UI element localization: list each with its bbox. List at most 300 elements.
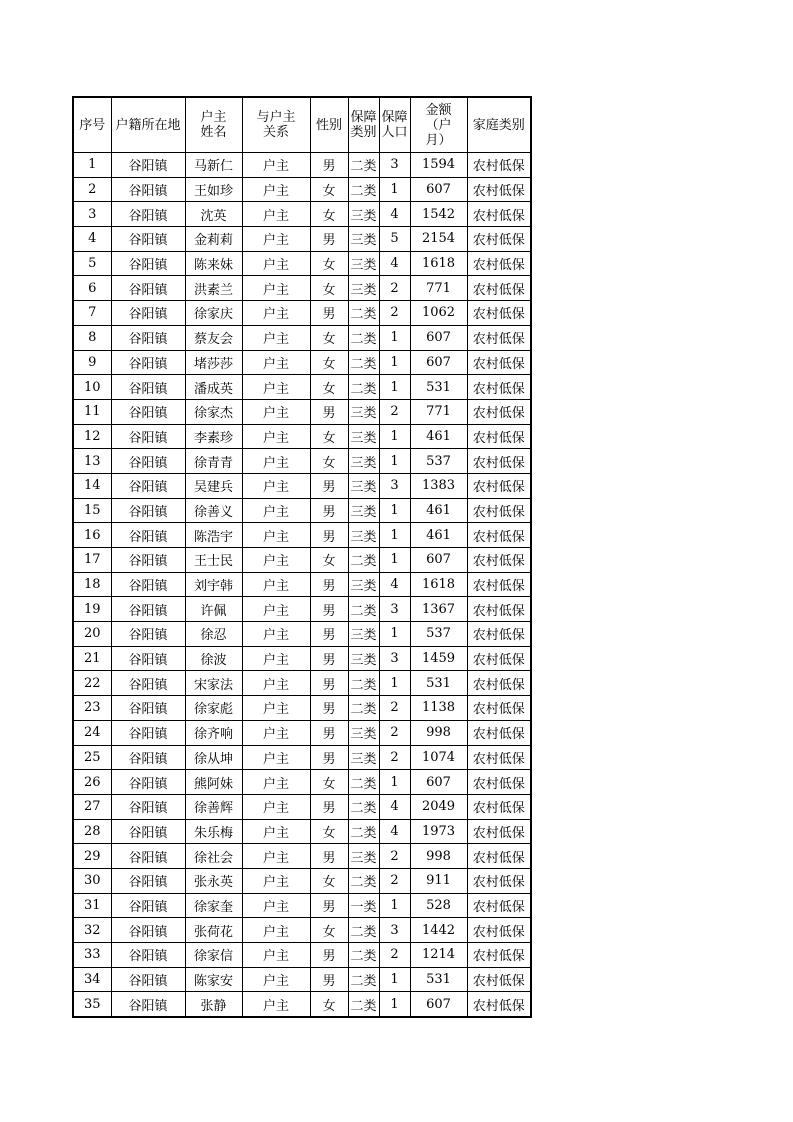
cell-name: 许佩 xyxy=(185,597,242,622)
cell-location: 谷阳镇 xyxy=(111,918,185,943)
table-row xyxy=(73,893,531,918)
cell-family-type: 农村低保 xyxy=(467,770,531,795)
cell-relation: 户主 xyxy=(242,473,310,498)
cell-category: 二类 xyxy=(348,868,379,893)
header-name: 户主姓名 xyxy=(185,97,242,153)
cell-amount: 528 xyxy=(410,893,467,918)
cell-relation: 户主 xyxy=(242,622,310,647)
cell-family-type: 农村低保 xyxy=(467,276,531,301)
cell-name: 徐善义 xyxy=(185,498,242,523)
cell-gender: 男 xyxy=(310,597,348,622)
cell-seq: 5 xyxy=(73,251,111,276)
cell-category: 三类 xyxy=(348,720,379,745)
table-row xyxy=(73,918,531,943)
cell-relation: 户主 xyxy=(242,720,310,745)
cell-location: 谷阳镇 xyxy=(111,646,185,671)
cell-category: 二类 xyxy=(348,696,379,721)
cell-name: 徐忍 xyxy=(185,622,242,647)
cell-amount: 1618 xyxy=(410,572,467,597)
table-row xyxy=(73,597,531,622)
cell-name: 徐青青 xyxy=(185,449,242,474)
table-row xyxy=(73,819,531,844)
cell-amount: 607 xyxy=(410,548,467,573)
cell-seq: 2 xyxy=(73,177,111,202)
cell-location: 谷阳镇 xyxy=(111,227,185,252)
cell-gender: 男 xyxy=(310,646,348,671)
cell-family-type: 农村低保 xyxy=(467,548,531,573)
cell-seq: 28 xyxy=(73,819,111,844)
cell-family-type: 农村低保 xyxy=(467,597,531,622)
cell-population: 2 xyxy=(379,276,410,301)
cell-location: 谷阳镇 xyxy=(111,523,185,548)
cell-population: 3 xyxy=(379,473,410,498)
cell-name: 王士民 xyxy=(185,548,242,573)
cell-amount: 607 xyxy=(410,350,467,375)
cell-relation: 户主 xyxy=(242,399,310,424)
cell-family-type: 农村低保 xyxy=(467,399,531,424)
cell-name: 刘宇韩 xyxy=(185,572,242,597)
header-location: 户籍所在地 xyxy=(111,97,185,153)
cell-relation: 户主 xyxy=(242,967,310,992)
cell-gender: 男 xyxy=(310,671,348,696)
cell-location: 谷阳镇 xyxy=(111,350,185,375)
cell-population: 1 xyxy=(379,498,410,523)
cell-category: 三类 xyxy=(348,622,379,647)
cell-relation: 户主 xyxy=(242,375,310,400)
cell-name: 王如珍 xyxy=(185,177,242,202)
cell-relation: 户主 xyxy=(242,251,310,276)
cell-category: 三类 xyxy=(348,399,379,424)
cell-relation: 户主 xyxy=(242,992,310,1017)
cell-name: 徐社会 xyxy=(185,844,242,869)
cell-category: 二类 xyxy=(348,177,379,202)
cell-category: 二类 xyxy=(348,992,379,1017)
cell-name: 张永英 xyxy=(185,868,242,893)
table-row xyxy=(73,572,531,597)
table-row xyxy=(73,696,531,721)
cell-relation: 户主 xyxy=(242,943,310,968)
cell-family-type: 农村低保 xyxy=(467,745,531,770)
cell-amount: 461 xyxy=(410,523,467,548)
cell-seq: 24 xyxy=(73,720,111,745)
cell-amount: 1618 xyxy=(410,251,467,276)
cell-population: 1 xyxy=(379,992,410,1017)
table-row xyxy=(73,943,531,968)
cell-name: 沈英 xyxy=(185,202,242,227)
cell-relation: 户主 xyxy=(242,301,310,326)
cell-amount: 998 xyxy=(410,844,467,869)
cell-name: 徐从坤 xyxy=(185,745,242,770)
cell-seq: 16 xyxy=(73,523,111,548)
table-row xyxy=(73,153,531,178)
cell-name: 徐波 xyxy=(185,646,242,671)
cell-gender: 女 xyxy=(310,375,348,400)
cell-name: 张荷花 xyxy=(185,918,242,943)
cell-location: 谷阳镇 xyxy=(111,251,185,276)
cell-amount: 607 xyxy=(410,992,467,1017)
header-gender: 性别 xyxy=(310,97,348,153)
cell-amount: 911 xyxy=(410,868,467,893)
cell-amount: 771 xyxy=(410,399,467,424)
cell-name: 堵莎莎 xyxy=(185,350,242,375)
cell-gender: 男 xyxy=(310,523,348,548)
cell-category: 三类 xyxy=(348,424,379,449)
cell-location: 谷阳镇 xyxy=(111,819,185,844)
cell-location: 谷阳镇 xyxy=(111,498,185,523)
cell-relation: 户主 xyxy=(242,893,310,918)
cell-category: 二类 xyxy=(348,794,379,819)
cell-seq: 9 xyxy=(73,350,111,375)
cell-gender: 女 xyxy=(310,350,348,375)
cell-population: 1 xyxy=(379,424,410,449)
table-row xyxy=(73,449,531,474)
cell-population: 1 xyxy=(379,523,410,548)
table-row xyxy=(73,622,531,647)
cell-population: 4 xyxy=(379,794,410,819)
cell-category: 二类 xyxy=(348,350,379,375)
cell-population: 2 xyxy=(379,868,410,893)
cell-seq: 20 xyxy=(73,622,111,647)
cell-gender: 女 xyxy=(310,251,348,276)
cell-population: 1 xyxy=(379,350,410,375)
cell-family-type: 农村低保 xyxy=(467,251,531,276)
cell-location: 谷阳镇 xyxy=(111,967,185,992)
cell-amount: 1074 xyxy=(410,745,467,770)
cell-location: 谷阳镇 xyxy=(111,720,185,745)
cell-amount: 537 xyxy=(410,622,467,647)
cell-gender: 男 xyxy=(310,498,348,523)
cell-gender: 女 xyxy=(310,325,348,350)
cell-relation: 户主 xyxy=(242,153,310,178)
cell-seq: 23 xyxy=(73,696,111,721)
cell-seq: 34 xyxy=(73,967,111,992)
cell-location: 谷阳镇 xyxy=(111,893,185,918)
table-row xyxy=(73,646,531,671)
cell-family-type: 农村低保 xyxy=(467,868,531,893)
cell-amount: 1214 xyxy=(410,943,467,968)
cell-amount: 1973 xyxy=(410,819,467,844)
cell-relation: 户主 xyxy=(242,449,310,474)
cell-location: 谷阳镇 xyxy=(111,449,185,474)
cell-name: 吴建兵 xyxy=(185,473,242,498)
cell-seq: 10 xyxy=(73,375,111,400)
cell-category: 二类 xyxy=(348,375,379,400)
cell-population: 2 xyxy=(379,844,410,869)
cell-name: 李素珍 xyxy=(185,424,242,449)
cell-gender: 男 xyxy=(310,794,348,819)
cell-family-type: 农村低保 xyxy=(467,794,531,819)
cell-population: 1 xyxy=(379,967,410,992)
cell-family-type: 农村低保 xyxy=(467,177,531,202)
cell-seq: 12 xyxy=(73,424,111,449)
cell-family-type: 农村低保 xyxy=(467,325,531,350)
cell-family-type: 农村低保 xyxy=(467,967,531,992)
cell-category: 三类 xyxy=(348,202,379,227)
relief-table-sheet xyxy=(72,96,532,1018)
cell-population: 1 xyxy=(379,671,410,696)
cell-family-type: 农村低保 xyxy=(467,646,531,671)
cell-location: 谷阳镇 xyxy=(111,745,185,770)
cell-seq: 1 xyxy=(73,153,111,178)
cell-seq: 26 xyxy=(73,770,111,795)
cell-category: 二类 xyxy=(348,548,379,573)
cell-category: 三类 xyxy=(348,844,379,869)
cell-population: 2 xyxy=(379,301,410,326)
cell-name: 徐家信 xyxy=(185,943,242,968)
cell-amount: 1383 xyxy=(410,473,467,498)
cell-category: 三类 xyxy=(348,449,379,474)
table-row xyxy=(73,967,531,992)
cell-location: 谷阳镇 xyxy=(111,548,185,573)
cell-amount: 1062 xyxy=(410,301,467,326)
cell-family-type: 农村低保 xyxy=(467,301,531,326)
table-row xyxy=(73,498,531,523)
cell-amount: 537 xyxy=(410,449,467,474)
cell-family-type: 农村低保 xyxy=(467,498,531,523)
cell-category: 二类 xyxy=(348,153,379,178)
cell-category: 二类 xyxy=(348,325,379,350)
cell-amount: 1442 xyxy=(410,918,467,943)
cell-amount: 531 xyxy=(410,967,467,992)
cell-seq: 18 xyxy=(73,572,111,597)
cell-name: 张静 xyxy=(185,992,242,1017)
table-row xyxy=(73,523,531,548)
cell-location: 谷阳镇 xyxy=(111,375,185,400)
cell-relation: 户主 xyxy=(242,918,310,943)
cell-family-type: 农村低保 xyxy=(467,622,531,647)
table-row xyxy=(73,202,531,227)
cell-gender: 男 xyxy=(310,301,348,326)
cell-gender: 男 xyxy=(310,844,348,869)
cell-relation: 户主 xyxy=(242,227,310,252)
cell-gender: 男 xyxy=(310,572,348,597)
cell-name: 陈来妹 xyxy=(185,251,242,276)
cell-category: 一类 xyxy=(348,893,379,918)
table-row xyxy=(73,868,531,893)
cell-relation: 户主 xyxy=(242,523,310,548)
cell-category: 三类 xyxy=(348,498,379,523)
cell-family-type: 农村低保 xyxy=(467,844,531,869)
table-row xyxy=(73,251,531,276)
cell-location: 谷阳镇 xyxy=(111,992,185,1017)
cell-category: 二类 xyxy=(348,943,379,968)
cell-location: 谷阳镇 xyxy=(111,597,185,622)
cell-gender: 男 xyxy=(310,622,348,647)
cell-gender: 女 xyxy=(310,918,348,943)
cell-amount: 2154 xyxy=(410,227,467,252)
table-row xyxy=(73,301,531,326)
cell-name: 陈家安 xyxy=(185,967,242,992)
cell-relation: 户主 xyxy=(242,498,310,523)
cell-population: 3 xyxy=(379,918,410,943)
cell-category: 二类 xyxy=(348,918,379,943)
cell-relation: 户主 xyxy=(242,325,310,350)
cell-seq: 7 xyxy=(73,301,111,326)
cell-category: 三类 xyxy=(348,745,379,770)
cell-category: 二类 xyxy=(348,819,379,844)
cell-relation: 户主 xyxy=(242,844,310,869)
cell-population: 2 xyxy=(379,696,410,721)
cell-seq: 17 xyxy=(73,548,111,573)
cell-amount: 1138 xyxy=(410,696,467,721)
cell-population: 2 xyxy=(379,720,410,745)
cell-location: 谷阳镇 xyxy=(111,696,185,721)
cell-category: 三类 xyxy=(348,276,379,301)
table-row xyxy=(73,375,531,400)
cell-amount: 1594 xyxy=(410,153,467,178)
cell-gender: 男 xyxy=(310,696,348,721)
cell-seq: 11 xyxy=(73,399,111,424)
header-family-type: 家庭类别 xyxy=(467,97,531,153)
cell-amount: 461 xyxy=(410,498,467,523)
cell-population: 5 xyxy=(379,227,410,252)
cell-population: 3 xyxy=(379,597,410,622)
cell-gender: 男 xyxy=(310,153,348,178)
cell-amount: 607 xyxy=(410,770,467,795)
cell-family-type: 农村低保 xyxy=(467,671,531,696)
cell-gender: 女 xyxy=(310,449,348,474)
cell-population: 1 xyxy=(379,893,410,918)
cell-relation: 户主 xyxy=(242,572,310,597)
table-row xyxy=(73,227,531,252)
cell-seq: 31 xyxy=(73,893,111,918)
cell-gender: 男 xyxy=(310,720,348,745)
cell-name: 金莉莉 xyxy=(185,227,242,252)
cell-category: 三类 xyxy=(348,227,379,252)
table-row xyxy=(73,473,531,498)
cell-seq: 3 xyxy=(73,202,111,227)
cell-category: 二类 xyxy=(348,770,379,795)
table-row xyxy=(73,794,531,819)
cell-category: 二类 xyxy=(348,597,379,622)
cell-location: 谷阳镇 xyxy=(111,276,185,301)
cell-seq: 14 xyxy=(73,473,111,498)
cell-family-type: 农村低保 xyxy=(467,227,531,252)
header-population: 保障人口 xyxy=(379,97,410,153)
cell-category: 二类 xyxy=(348,967,379,992)
cell-seq: 13 xyxy=(73,449,111,474)
table-row xyxy=(73,276,531,301)
cell-amount: 461 xyxy=(410,424,467,449)
cell-relation: 户主 xyxy=(242,794,310,819)
table-body xyxy=(73,153,531,1018)
cell-amount: 531 xyxy=(410,375,467,400)
cell-amount: 2049 xyxy=(410,794,467,819)
cell-name: 潘成英 xyxy=(185,375,242,400)
cell-category: 三类 xyxy=(348,523,379,548)
cell-population: 4 xyxy=(379,251,410,276)
cell-location: 谷阳镇 xyxy=(111,868,185,893)
cell-seq: 6 xyxy=(73,276,111,301)
cell-location: 谷阳镇 xyxy=(111,770,185,795)
cell-relation: 户主 xyxy=(242,424,310,449)
cell-relation: 户主 xyxy=(242,868,310,893)
cell-location: 谷阳镇 xyxy=(111,671,185,696)
cell-gender: 女 xyxy=(310,548,348,573)
cell-location: 谷阳镇 xyxy=(111,202,185,227)
relief-table xyxy=(72,96,532,1018)
cell-family-type: 农村低保 xyxy=(467,202,531,227)
cell-amount: 607 xyxy=(410,177,467,202)
cell-family-type: 农村低保 xyxy=(467,819,531,844)
cell-population: 1 xyxy=(379,449,410,474)
cell-seq: 8 xyxy=(73,325,111,350)
cell-gender: 男 xyxy=(310,227,348,252)
cell-location: 谷阳镇 xyxy=(111,622,185,647)
table-row xyxy=(73,399,531,424)
cell-name: 徐齐响 xyxy=(185,720,242,745)
cell-family-type: 农村低保 xyxy=(467,992,531,1017)
cell-population: 1 xyxy=(379,770,410,795)
cell-seq: 33 xyxy=(73,943,111,968)
cell-location: 谷阳镇 xyxy=(111,943,185,968)
cell-seq: 4 xyxy=(73,227,111,252)
cell-amount: 998 xyxy=(410,720,467,745)
header-relation: 与户主关系 xyxy=(242,97,310,153)
table-row xyxy=(73,745,531,770)
cell-amount: 1459 xyxy=(410,646,467,671)
cell-name: 蔡友会 xyxy=(185,325,242,350)
cell-gender: 女 xyxy=(310,424,348,449)
cell-population: 1 xyxy=(379,177,410,202)
table-row xyxy=(73,424,531,449)
cell-gender: 男 xyxy=(310,399,348,424)
table-row xyxy=(73,844,531,869)
cell-location: 谷阳镇 xyxy=(111,794,185,819)
cell-category: 三类 xyxy=(348,251,379,276)
cell-family-type: 农村低保 xyxy=(467,523,531,548)
cell-name: 陈浩宇 xyxy=(185,523,242,548)
cell-category: 三类 xyxy=(348,646,379,671)
cell-population: 1 xyxy=(379,622,410,647)
cell-seq: 15 xyxy=(73,498,111,523)
cell-population: 1 xyxy=(379,548,410,573)
cell-gender: 女 xyxy=(310,276,348,301)
cell-family-type: 农村低保 xyxy=(467,350,531,375)
cell-gender: 男 xyxy=(310,745,348,770)
cell-amount: 1367 xyxy=(410,597,467,622)
cell-family-type: 农村低保 xyxy=(467,375,531,400)
cell-category: 三类 xyxy=(348,572,379,597)
table-row xyxy=(73,177,531,202)
cell-seq: 25 xyxy=(73,745,111,770)
cell-seq: 21 xyxy=(73,646,111,671)
cell-gender: 男 xyxy=(310,893,348,918)
cell-gender: 男 xyxy=(310,943,348,968)
cell-gender: 女 xyxy=(310,770,348,795)
cell-seq: 22 xyxy=(73,671,111,696)
cell-gender: 女 xyxy=(310,202,348,227)
cell-seq: 32 xyxy=(73,918,111,943)
cell-relation: 户主 xyxy=(242,745,310,770)
cell-gender: 女 xyxy=(310,992,348,1017)
cell-name: 徐家庆 xyxy=(185,301,242,326)
cell-relation: 户主 xyxy=(242,548,310,573)
cell-population: 2 xyxy=(379,943,410,968)
table-row xyxy=(73,350,531,375)
cell-family-type: 农村低保 xyxy=(467,918,531,943)
cell-category: 二类 xyxy=(348,671,379,696)
cell-location: 谷阳镇 xyxy=(111,153,185,178)
cell-population: 1 xyxy=(379,375,410,400)
cell-population: 3 xyxy=(379,646,410,671)
cell-location: 谷阳镇 xyxy=(111,177,185,202)
cell-gender: 男 xyxy=(310,473,348,498)
header-seq: 序号 xyxy=(73,97,111,153)
cell-population: 4 xyxy=(379,202,410,227)
cell-location: 谷阳镇 xyxy=(111,572,185,597)
cell-relation: 户主 xyxy=(242,177,310,202)
